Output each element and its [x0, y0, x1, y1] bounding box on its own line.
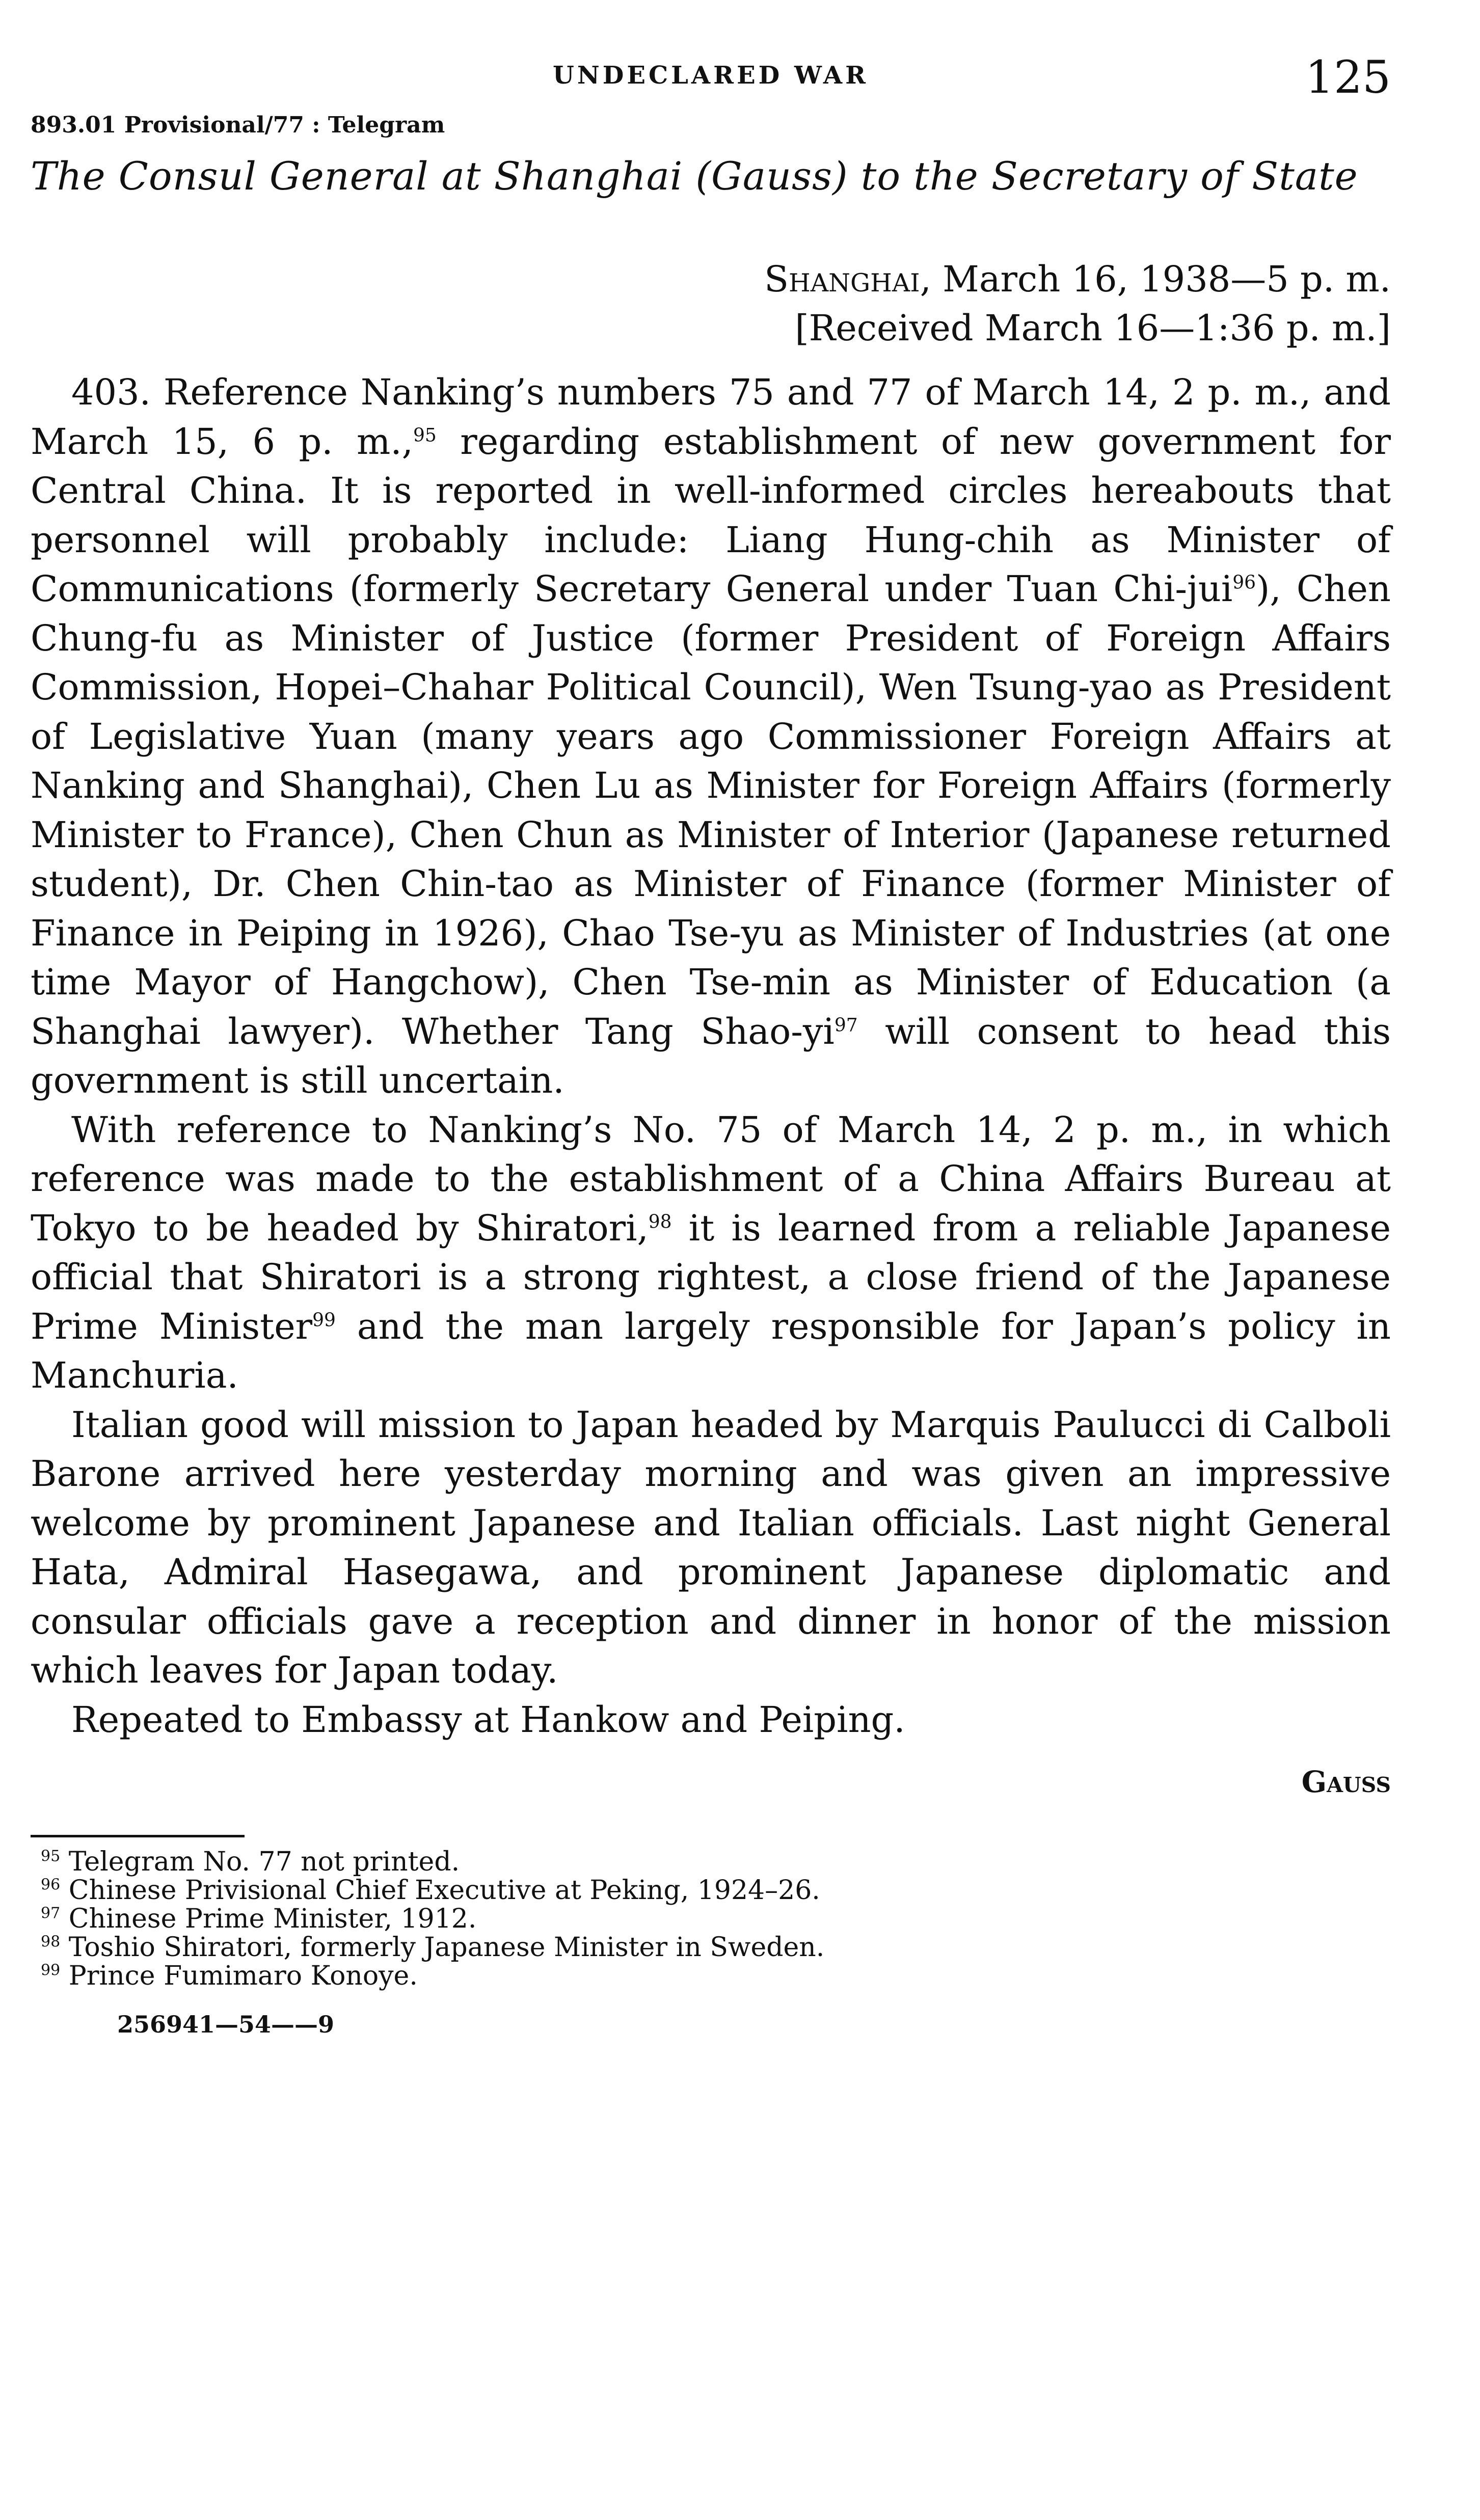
footnote-number: 98: [41, 1933, 61, 1951]
paragraph-text: and the man largely responsible for Japan’s policy in Manchuria.: [31, 1305, 1391, 1396]
paragraph-4: Repeated to Embassy at Hankow and Peiping.: [71, 1698, 905, 1741]
footnote: [41, 1933, 1391, 1962]
paragraph-text: With reference to Nanking’s No. 75 of March 14, 2 p. m., in which reference was made to the establishment of a China Affairs Bureau at Tokyo to be headed by Shiratori,: [31, 1108, 1391, 1249]
dateline-received: [Received March 16—1:36 p. m.]: [795, 307, 1391, 349]
paragraph-1: [31, 368, 1391, 1105]
signature: Gauss: [1301, 1765, 1391, 1799]
paragraph-text: regarding establishment of new government for Central China. It is reported in well-informed circles hereabouts that personnel will probably include: Liang Hung-chih as Minister of Communications (formerly Secretary General under Tuan Chi-jui: [31, 420, 1391, 610]
dateline-sent: [31, 255, 1391, 304]
paragraph-text: 403. Reference Nanking’s numbers 75 and 77 of March 14, 2 p. m., and March 15, 6 p. m.,: [31, 371, 1391, 463]
paragraph-text: ), Chen Chung-fu as Minister of Justice (former President of Foreign Affairs Commission, Hopei–Chahar Political Council), Wen Tsung-yao as President of Legislative Yuan (many years ago Commissioner Foreign Affairs at Nanking and Shanghai), Chen Lu as Minister for Foreign Affairs (formerly Minister to France), Chen Chun as Minister of Interior (Japanese returned student), Dr. Chen Chin-tao as Minister of Finance (former Minister of Finance in Peiping in 1926), Chao Tse-yu as Minister of Industries (at one time Mayor of Hangchow), Chen Tse-min as Minister of Education (a Shanghai lawyer). Whether Tang Shao-yi: [31, 568, 1391, 1052]
footnote-ref: 98: [648, 1211, 672, 1233]
paragraph-text: it is learned from a reliable Japanese official that Shiratori is a strong rightest, a close friend of the Japanese Prime Minister: [31, 1207, 1391, 1347]
footnote: [41, 1962, 1391, 1990]
running-title: UNDECLARED WAR: [553, 61, 869, 90]
footnote-text: Prince Fumimaro Konoye.: [68, 1961, 418, 1991]
footnote-number: 99: [41, 1961, 61, 1980]
dateline-date: March 16, 1938—5 p. m.: [931, 258, 1391, 300]
footnote-text: Chinese Privisional Chief Executive at Peking, 1924–26.: [68, 1875, 820, 1906]
dateline-place: Shanghai,: [764, 258, 931, 300]
footnote-number: 96: [41, 1876, 61, 1894]
document-page: [31, 31, 1391, 2038]
footnote: [41, 1876, 1391, 1905]
file-reference: 893.01 Provisional/77 : Telegram: [31, 112, 445, 138]
footnote-text: Telegram No. 77 not printed.: [68, 1847, 460, 1877]
footnote-ref: 95: [413, 425, 437, 446]
paragraph-3: Italian good will mission to Japan headed by Marquis Paulucci di Calboli Barone arrived here yesterday morning and was given an impressive welcome by prominent Japanese and Italian officials. Last night General Hata, Admiral Hasegawa, and prominent Japanese diplomatic and consular officials gave a reception and dinner in honor of the mission which leaves for Japan today.: [31, 1403, 1391, 1691]
footnote: [41, 1905, 1391, 1933]
paragraph-2: [31, 1105, 1391, 1400]
print-code: 256941—54——9: [117, 2011, 335, 2038]
footnotes: [31, 1848, 1391, 1990]
footnote-divider: [31, 1835, 245, 1837]
footnote-text: Toshio Shiratori, formerly Japanese Minister in Sweden.: [68, 1932, 825, 1963]
footnote-number: 95: [41, 1847, 61, 1865]
page-number: 125: [1305, 51, 1391, 103]
running-head: [31, 31, 1391, 107]
dateline: [31, 255, 1391, 353]
document-title: The Consul General at Shanghai (Gauss) to the Secretary of State: [31, 153, 1358, 199]
footnote-ref: 99: [312, 1310, 336, 1331]
footnote-number: 97: [41, 1904, 61, 1922]
footnote-ref: 96: [1232, 572, 1256, 593]
telegram-body: [31, 368, 1391, 1744]
footnote: [41, 1848, 1391, 1876]
footnote-ref: 97: [834, 1015, 858, 1036]
footnote-text: Chinese Prime Minister, 1912.: [68, 1904, 477, 1934]
paragraph-text: will consent to head this government is still uncertain.: [31, 1010, 1391, 1101]
